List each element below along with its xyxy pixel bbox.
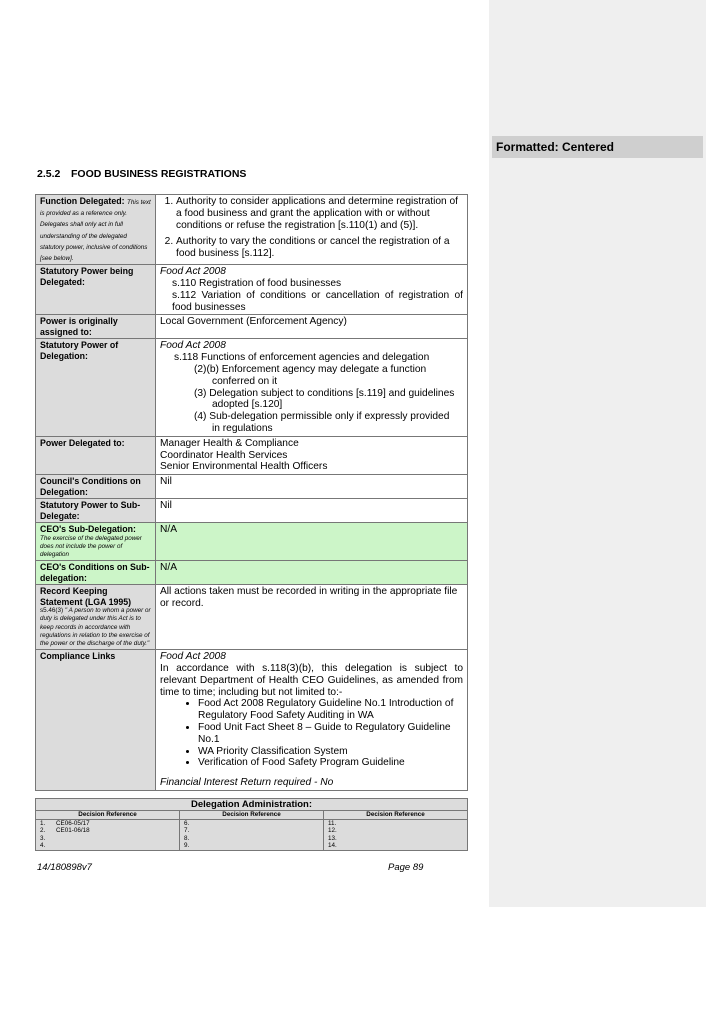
decision-ref-row: 6. (184, 819, 190, 827)
ceo-sub-delegation-label: CEO's Sub-Delegation: (40, 524, 136, 535)
council-conditions-label: Council's Conditions on Delegation: (36, 475, 156, 499)
compliance-label: Compliance Links (36, 650, 156, 791)
act-name: Food Act 2008 (160, 651, 226, 663)
decision-ref-row: 14. (328, 842, 337, 850)
decision-col-2 (180, 819, 324, 850)
decision-ref-row: 7. (184, 827, 190, 835)
council-conditions-value: Nil (156, 475, 468, 499)
subsection-continued: conferred on it (212, 375, 278, 387)
statutory-power-label: Statutory Power being Delegated: (36, 265, 156, 315)
decision-ref-row: 13. (328, 834, 337, 842)
row-ceo-sub-delegation (36, 523, 468, 561)
guideline-item: • WA Priority Classification System (198, 746, 463, 758)
decision-ref-row: 3. (40, 834, 46, 842)
subsection-continued: adopted [s.120] (212, 399, 283, 411)
function-note: This text is provided as a reference only. Delegates shall only act in full understanding of the delegated statutory power, inclusive of conditions [see below]. (40, 199, 151, 263)
record-keeping-label: Record Keeping Statement (LGA 1995) (40, 586, 132, 607)
delegate-position: Manager Health & Compliance (160, 437, 299, 449)
decision-ref-row: 12. (328, 827, 337, 835)
guideline-item: • Verification of Food Safety Program Guideline (198, 757, 463, 769)
decision-ref-row: 9. (184, 842, 190, 850)
admin-title: Delegation Administration: (36, 799, 468, 811)
record-keeping-note: " A person to whom a power or duty is delegated under this Act is to keep records in accordance with regulations in relation to the exercise of the power or the discharge of the duty." (40, 607, 151, 648)
row-record-keeping (36, 585, 468, 650)
section-line: s.118 Functions of enforcement agencies and delegation (174, 352, 430, 364)
subsection-line: (4) Sub-delegation permissible only if expressly provided (194, 411, 450, 423)
act-name: Food Act 2008 (160, 266, 226, 278)
ceo-sub-delegation-note: The exercise of the delegated power does not include the power of delegation (40, 534, 142, 559)
row-power-to-sub-delegate (36, 499, 468, 523)
decision-ref-header: Decision Reference (180, 811, 324, 820)
record-keeping-value: All actions taken must be recorded in writing in the appropriate file or record. (156, 585, 468, 650)
delegated-to-label: Power Delegated to: (36, 436, 156, 474)
guideline-item: • Food Unit Fact Sheet 8 – Guide to Regulatory Guideline No.1 (198, 722, 463, 746)
decision-ref-row: 4. (40, 842, 46, 850)
page-number: Page 89 (388, 862, 424, 873)
row-compliance-links (36, 650, 468, 791)
delegation-table (35, 194, 468, 791)
formatting-note[interactable]: Formatted: Centered (492, 136, 703, 158)
record-keeping-ref: s5.46(3) (40, 607, 64, 615)
decision-col-3 (324, 819, 468, 850)
decision-ref-header: Decision Reference (36, 811, 180, 820)
decision-ref-row: 1. CE06-05/17 (40, 819, 90, 827)
delegation-admin-table (35, 798, 468, 851)
guideline-list (160, 698, 463, 769)
compliance-text: In accordance with s.118(3)(b), this delegation is subject to relevant Department of Health CEO Guidelines, as amended from time to time; including but not limited to:- (160, 663, 463, 698)
row-originally-assigned (36, 315, 468, 339)
section-title: FOOD BUSINESS REGISTRATIONS (71, 168, 247, 180)
row-statutory-power-of-delegation (36, 339, 468, 436)
subsection-line: (3) Delegation subject to conditions [s.119] and guidelines (194, 387, 455, 399)
function-label: Function Delegated: (40, 196, 125, 206)
subsection-line: (2)(b) Enforcement agency may delegate a function (194, 364, 427, 375)
section-heading (37, 168, 246, 180)
decision-ref-row: 2. CE01-06/18 (40, 827, 90, 835)
row-ceo-conditions (36, 561, 468, 585)
originally-assigned-label: Power is originally assigned to: (36, 315, 156, 339)
originally-assigned-value: Local Government (Enforcement Agency) (156, 315, 468, 339)
subsection-continued: in regulations (212, 422, 273, 434)
guideline-item: • Food Act 2008 Regulatory Guideline No.1 Introduction of Regulatory Food Safety Auditing in WA (198, 698, 463, 722)
delegation-power-label: Statutory Power of Delegation: (36, 339, 156, 436)
row-function-delegated (36, 195, 468, 265)
section-number: 2.5.2 (37, 168, 61, 180)
financial-interest-note: Financial Interest Return required - No (160, 777, 334, 789)
sub-delegate-label: Statutory Power to Sub-Delegate: (36, 499, 156, 523)
row-power-delegated-to (36, 436, 468, 474)
sub-delegate-value: Nil (156, 499, 468, 523)
row-statutory-power (36, 265, 468, 315)
delegate-position: Senior Environmental Health Officers (160, 461, 328, 473)
authority-list (160, 196, 463, 260)
authority-item: 2. Authority to vary the conditions or cancel the registration of a food business [s.112]. (176, 236, 463, 260)
section-line: s.110 Registration of food businesses (172, 278, 342, 290)
decision-ref-row: 11. (328, 819, 337, 827)
document-reference: 14/180898v7 (37, 862, 92, 873)
authority-item: 1. Authority to consider applications and determine registration of a food business and grant the application with or without conditions or refuse the registration [s.110(1) and (5)]. (176, 196, 463, 231)
ceo-conditions-value: N/A (156, 561, 468, 585)
act-name: Food Act 2008 (160, 340, 226, 352)
decision-ref-header: Decision Reference (324, 811, 468, 820)
decision-ref-row: 8. (184, 834, 190, 842)
ceo-conditions-label: CEO's Conditions on Sub-delegation: (36, 561, 156, 585)
decision-col-1 (36, 819, 180, 850)
delegate-position: Coordinator Health Services (160, 449, 288, 461)
section-line: s.112 Variation of conditions or cancellation of registration of food businesses (172, 289, 463, 313)
ceo-sub-delegation-value: N/A (156, 523, 468, 561)
row-council-conditions (36, 475, 468, 499)
